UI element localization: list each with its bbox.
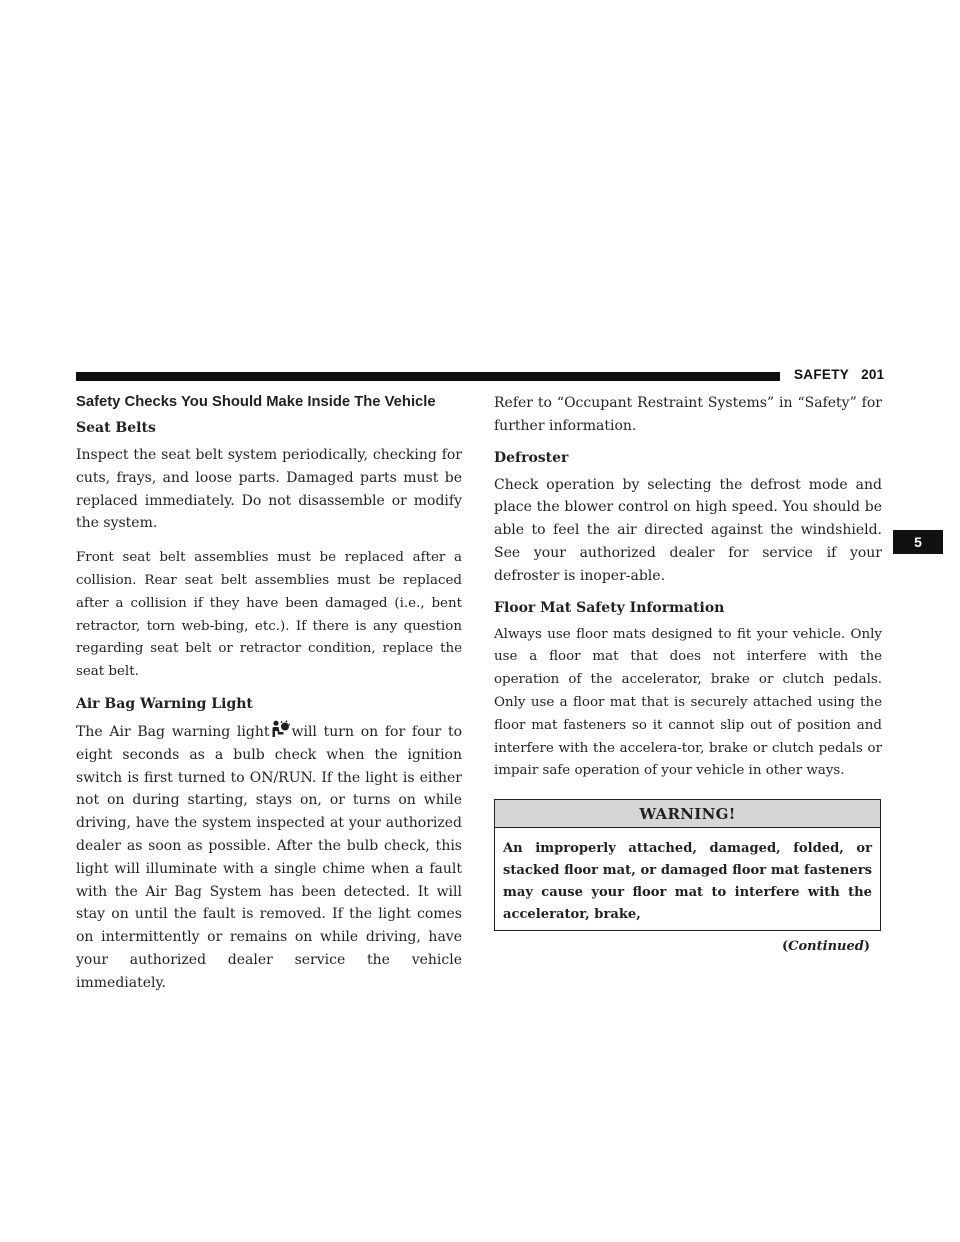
continued-label: Continued xyxy=(788,939,864,955)
air-bag-text-before: The Air Bag warning light xyxy=(76,723,270,740)
warning-box xyxy=(494,799,881,931)
warning-text: An improperly attached, damaged, folded, or stacked floor mat, or damaged floor mat fasteners may cause your floor mat to interfere with the accelerator, brake, xyxy=(503,841,872,923)
air-bag-text-after: will turn on for four to eight seconds as a bulb check when the ignition switch is first turned to ON/RUN. If the light is either not on during starting, stays on, or turns on while driving, have the system inspected at your authorized dealer as soon as possible. After the bulb check, this light will illuminate with a single chime when a fault with the Air Bag System has been detected. It will stay on until the fault is removed. If the light comes on intermittently or remains on while driving, have your authorized dealer service the vehicle immediately. xyxy=(76,723,463,991)
header-rule xyxy=(76,372,780,381)
warning-heading: WARNING! xyxy=(495,800,880,828)
running-header xyxy=(794,367,885,382)
chapter-tab[interactable]: 5 xyxy=(893,530,943,554)
section-title: Safety Checks You Should Make Inside The Vehicle xyxy=(76,394,436,410)
header-section: SAFETY xyxy=(794,367,850,382)
left-column xyxy=(76,394,462,1007)
air-bag-heading: Air Bag Warning Light xyxy=(76,695,253,712)
right-column xyxy=(494,392,882,954)
airbag-warning-icon xyxy=(270,720,290,738)
refer-paragraph: Refer to “Occupant Restraint Systems” in “Safety” for further information. xyxy=(494,395,882,434)
seat-belts-paragraph-1: Inspect the seat belt system periodically, checking for cuts, frays, and loose parts. Damaged parts must be replaced immediately. Do not disassemble or modify the system. xyxy=(76,447,462,532)
continued-note: (Continued) xyxy=(782,939,870,955)
air-bag-paragraph xyxy=(76,720,462,995)
floor-mat-paragraph: Always use floor mats designed to fit your vehicle. Only use a floor mat that does not interfere with the operation of the accelerator, brake or clutch pedals. Only use a floor mat that is securely attached using the floor mat fasteners so it cannot slip out of position and interfere with the accelera-tor, brake or clutch pedals or impair safe operation of your vehicle in other ways. xyxy=(494,626,882,779)
floor-mat-heading: Floor Mat Safety Information xyxy=(494,599,725,616)
defroster-paragraph: Check operation by selecting the defrost mode and place the blower control on high speed. You should be able to feel the air directed against the windshield. See your authorized dealer for service if your defroster is inoper-able. xyxy=(494,476,882,584)
seat-belts-heading: Seat Belts xyxy=(76,420,156,436)
defroster-heading: Defroster xyxy=(494,449,569,466)
seat-belts-paragraph-2: Front seat belt assemblies must be replaced after a collision. Rear seat belt assemblies must be replaced after a collision if they have been damaged (i.e., bent retractor, torn web-bing, etc.). If there is any question regarding seat belt or retractor condition, replace the seat belt. xyxy=(76,550,462,680)
page-number: 201 xyxy=(861,367,885,382)
